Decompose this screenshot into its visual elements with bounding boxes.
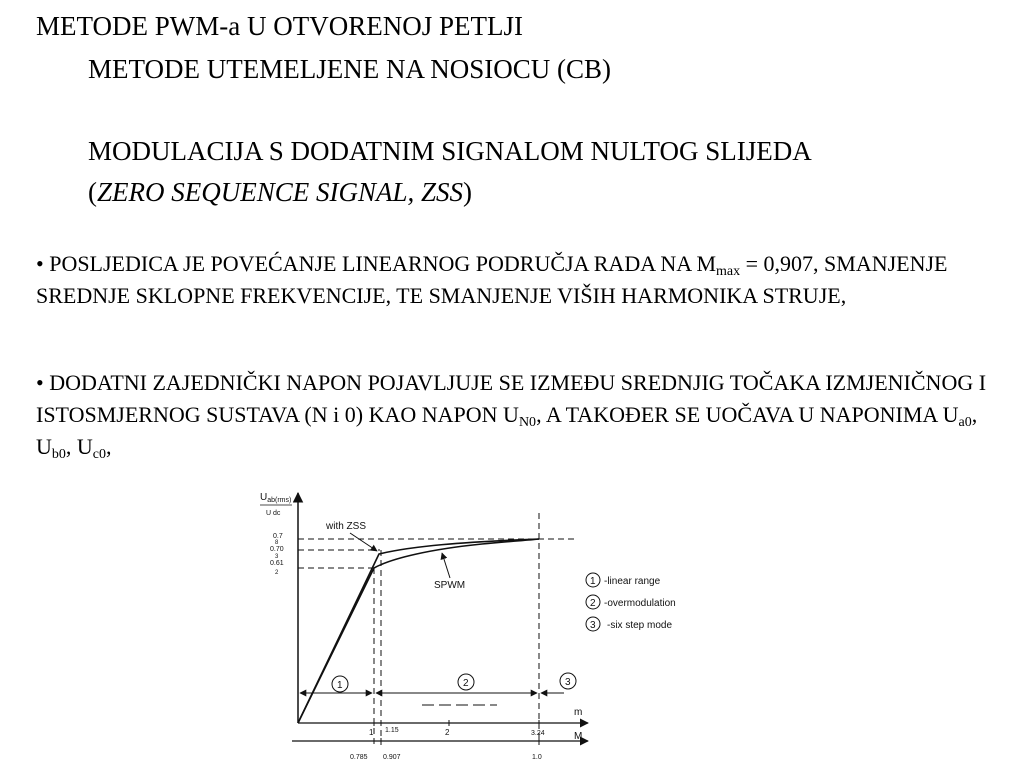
bullet-marker: • bbox=[36, 251, 44, 276]
legend-3-number: 3 bbox=[590, 620, 596, 631]
M-tick-1-0: 1.0 bbox=[532, 754, 542, 761]
M-axis-label: M bbox=[574, 731, 583, 742]
m-tick-1-15: 1.15 bbox=[385, 727, 399, 734]
spwm-curve bbox=[298, 539, 539, 723]
y-tick-2: 2 bbox=[275, 570, 279, 576]
y-axis-label-bottom: U dc bbox=[266, 510, 281, 517]
bullet-1-text-b: = 0,907, SMANJENJE SREDNJE SKLOPNE FREKVENCIJE, TE SMANJENJE VIŠIH HARMONIKA STRUJE, bbox=[36, 251, 948, 308]
arrow-spwm bbox=[442, 553, 450, 578]
title-line-2: METODE UTEMELJENE NA NOSIOCU (CB) bbox=[88, 54, 611, 84]
bullet-1-text-a: POSLJEDICA JE POVEĆANJE LINEARNOG PODRUČJA RADA NA M bbox=[49, 251, 717, 276]
bullet-2-sub-c0: c0 bbox=[92, 447, 106, 462]
region-2-number: 2 bbox=[463, 678, 469, 689]
bullet-paragraph-2 bbox=[36, 367, 996, 463]
legend-1-text: -linear range bbox=[604, 576, 661, 587]
M-tick-0-785: 0.785 bbox=[350, 754, 368, 761]
m-axis-label: m bbox=[574, 707, 583, 718]
label-spwm: SPWM bbox=[434, 580, 466, 591]
bullet-2-text-b: , A TAKOĐER SE UOČAVA U NAPONIMA U bbox=[536, 402, 959, 427]
zss-curve bbox=[298, 539, 539, 723]
bullet-2-sep-1: , U bbox=[36, 402, 978, 459]
legend-3-text: -six step mode bbox=[607, 620, 673, 631]
label-with-zss: with ZSS bbox=[326, 521, 367, 532]
title-line-4-open: ( bbox=[88, 177, 97, 207]
title-line-4 bbox=[88, 176, 472, 208]
y-tick-8: 8 bbox=[275, 540, 279, 546]
m-tick-1: 1 bbox=[369, 728, 374, 737]
bullet-2-sub-a0: a0 bbox=[958, 415, 972, 430]
bullet-marker: • bbox=[36, 370, 44, 395]
bullet-2-text-a: DODATNI ZAJEDNIČKI NAPON POJAVLJUJE SE IZMEĐU SREDNJIG TOČAKA IZMJENIČNOG I ISTOSMJERNOG SUSTAVA (N i 0) KAO NAPON U bbox=[36, 370, 987, 427]
bullet-2-sub-n0: N0 bbox=[518, 415, 537, 430]
arrow-with-zss bbox=[350, 533, 377, 551]
pwm-characteristic-figure bbox=[252, 483, 676, 768]
region-3-number: 3 bbox=[565, 677, 571, 688]
y-axis-label-sub: ab(rms) bbox=[267, 497, 292, 504]
y-tick-0-61: 0.61 bbox=[270, 560, 284, 567]
bullet-paragraph-1 bbox=[36, 248, 996, 312]
title-line-4-italic: ZERO SEQUENCE SIGNAL, ZSS bbox=[97, 177, 464, 207]
M-tick-0-907: 0.907 bbox=[383, 754, 401, 761]
y-axis-label-top: $U_{ab(rms)}$ bbox=[260, 492, 292, 504]
y-tick-0-70: 0.70 bbox=[270, 546, 284, 553]
title-line-4-close: ) bbox=[463, 177, 473, 207]
bullet-2-sep-2: , U bbox=[65, 434, 93, 459]
title-line-1: METODE PWM-a U OTVORENOJ PETLJI bbox=[36, 11, 523, 41]
m-tick-3-24: 3.24 bbox=[531, 730, 545, 737]
m-tick-2: 2 bbox=[445, 728, 450, 737]
legend-2-text: -overmodulation bbox=[604, 598, 676, 609]
y-tick-3: 3 bbox=[275, 554, 279, 560]
region-1-number: 1 bbox=[337, 680, 343, 691]
title-line-3: MODULACIJA S DODATNIM SIGNALOM NULTOG SLIJEDA bbox=[88, 136, 812, 166]
bullet-2-sub-b0: b0 bbox=[51, 447, 66, 462]
bullet-1-sub-max: max bbox=[716, 264, 741, 279]
legend-2-number: 2 bbox=[590, 598, 596, 609]
y-tick-0-7: 0.7 bbox=[273, 533, 283, 540]
legend-1-number: 1 bbox=[590, 576, 596, 587]
bullet-2-end: , bbox=[106, 434, 112, 459]
